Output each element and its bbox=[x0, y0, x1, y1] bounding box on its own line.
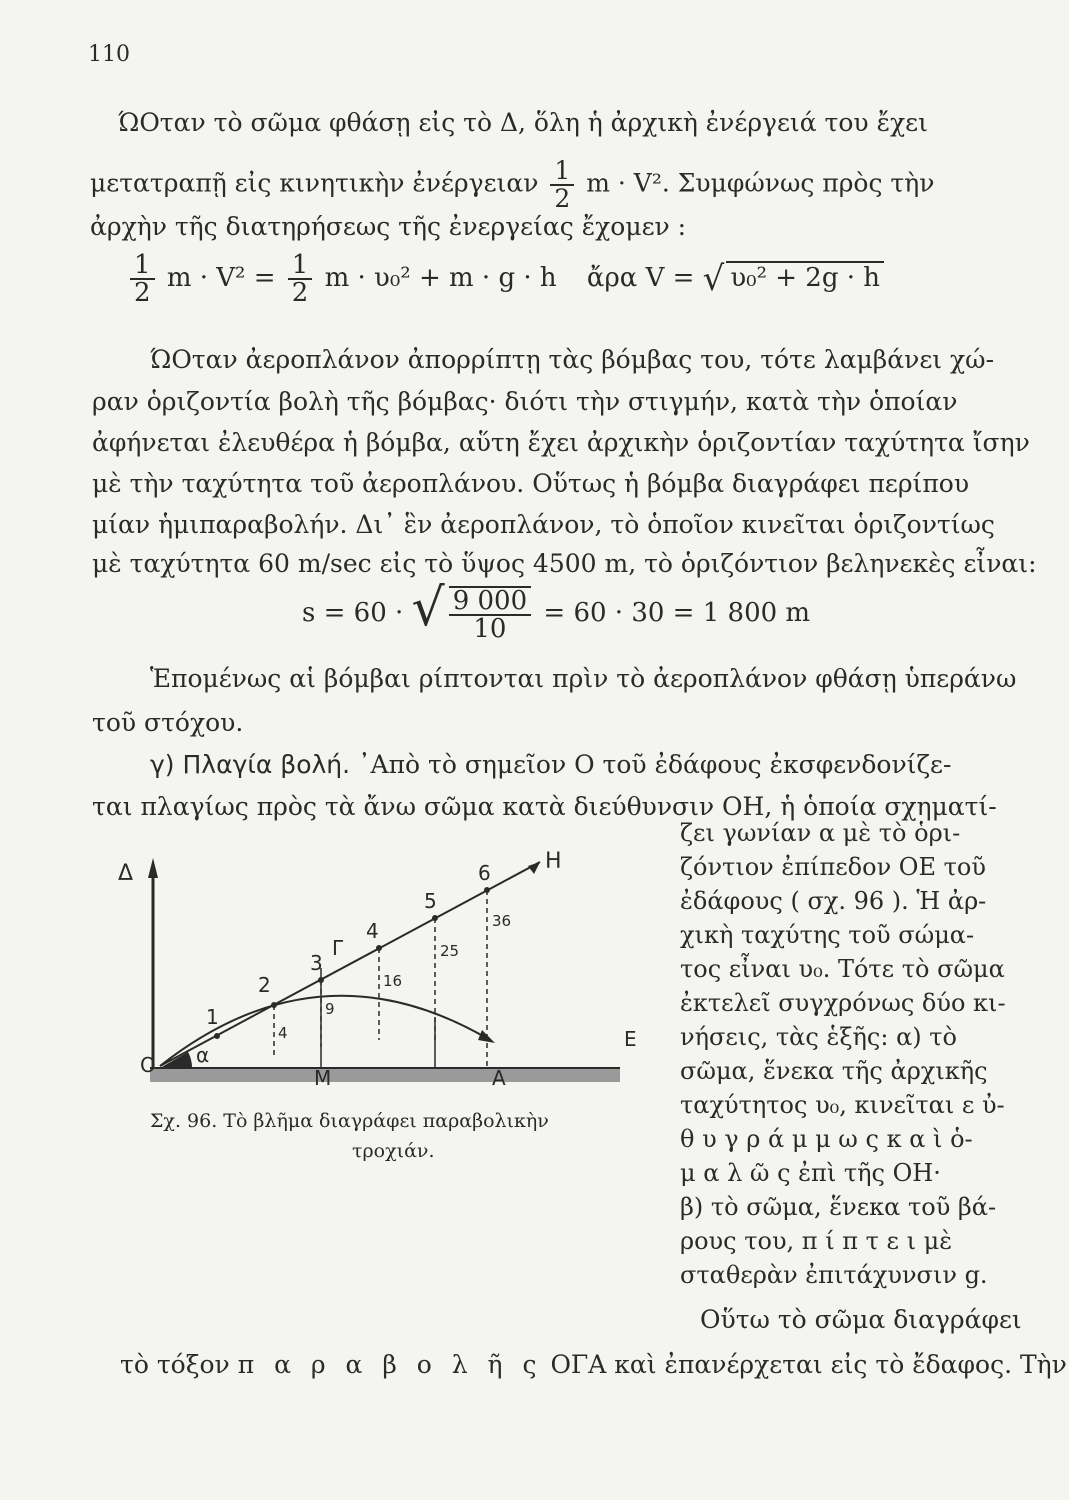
delta-label: Δ bbox=[118, 861, 134, 886]
point-6: 6 bbox=[478, 861, 491, 885]
point-3: 3 bbox=[310, 951, 323, 975]
point-5: 5 bbox=[424, 889, 437, 913]
col-line-9: ταχύτητος υ₀, κινεῖται ε ὐ- bbox=[680, 1091, 1005, 1119]
col-line-3: ἐδάφους ( σχ. 96 ). Ἡ ἀρ- bbox=[680, 887, 987, 915]
col-line-11: μ α λ ῶ ς ἐπὶ τῆς ΟΗ· bbox=[680, 1159, 941, 1187]
col-line-14: σταθερὰν ἐπιτάχυνσιν g. bbox=[680, 1261, 988, 1289]
svg-text:α: α bbox=[196, 1043, 210, 1067]
figure-caption-line2: τροχιάν. bbox=[352, 1140, 435, 1162]
para2-line6: μὲ ταχύτητα 60 m/sec εἰς τὸ ὕψος 4500 m, τὸ ὁριζόντιον βεληνεκὲς εἶναι: bbox=[92, 549, 1037, 578]
a-label: A bbox=[492, 1066, 506, 1090]
col-line-2: ζόντιον ἐπίπεδον ΟΕ τοῦ bbox=[680, 853, 986, 881]
para3-line1: Ἑπομένως αἱ βόμβαι ρίπτονται πρὶν τὸ ἀεροπλάνον φθάσῃ ὑπεράνω bbox=[150, 664, 1017, 693]
kinetic-fraction: $\frac{1}{2}$ bbox=[550, 158, 574, 212]
point-2: 2 bbox=[258, 973, 271, 997]
range-formula: s = 60 · √ $\frac{9 000}{10}$ = 60 · 30 = 1 800 m bbox=[302, 578, 811, 644]
gamma-label: Γ bbox=[332, 936, 344, 960]
para2-line1: ΏΟταν ἀεροπλάνον ἀπορρίπτῃ τὰς βόμβας του, τότε λαμβάνει χώ- bbox=[150, 345, 995, 374]
e-label: E bbox=[624, 1027, 637, 1051]
distance-36: 36 bbox=[492, 912, 512, 930]
para2-line4: μὲ τὴν ταχύτητα τοῦ ἀεροπλάνου. Οὕτως ἡ βόμβα διαγράφει περίπου bbox=[92, 469, 970, 498]
para1-line2: μετατραπῇ εἰς κινητικὴν ἐνέργειαν $\frac{1}{2}$ m · V². Συμφώνως πρὸς τὴν bbox=[90, 156, 935, 213]
page-number: 110 bbox=[88, 42, 130, 67]
point-4: 4 bbox=[366, 919, 379, 943]
para3-line2: τοῦ στόχου. bbox=[92, 708, 244, 737]
last-line-2: τὸ τόξον π α ρ α β ο λ ῆ ς ΟΓΑ καὶ ἐπανέρχεται εἰς τὸ ἔδαφος. Τὴν bbox=[120, 1350, 1067, 1379]
para1-line3: ἀρχὴν τῆς διατηρήσεως τῆς ἐνεργείας ἔχομεν : bbox=[90, 212, 687, 241]
col-line-7: νήσεις, τὰς ἑξῆς: α) τὸ bbox=[680, 1023, 958, 1051]
col-line-8: σῶμα, ἕνεκα τῆς ἀρχικῆς bbox=[680, 1057, 988, 1085]
distance-9: 9 bbox=[325, 1000, 335, 1018]
section-heading: γ) Πλαγία βολή. bbox=[150, 750, 351, 779]
para2-line3: ἀφήνεται ἐλευθέρα ἡ βόμβα, αὕτη ἔχει ἀρχικὴν ὁριζοντίαν ταχύτητα ἴσην bbox=[92, 428, 1030, 457]
point-1: 1 bbox=[206, 1005, 219, 1029]
energy-formula: $\frac{1}{2}$ m · V² = $\frac{1}{2}$ m · υ₀² + m · g · h ἄρα V = √ υ₀² + 2g · h bbox=[126, 252, 884, 306]
last-line-1: Οὕτω τὸ σῶμα διαγράφει bbox=[700, 1305, 1022, 1334]
col-line-6: ἐκτελεῖ συγχρόνως δύο κι- bbox=[680, 989, 1006, 1017]
para2-line5: μίαν ἡμιπαραβολήν. Δι᾽ ἓν ἀεροπλάνον, τὸ ὁποῖον κινεῖται ὁριζοντίως bbox=[92, 510, 995, 539]
col-line-13: ρους του, π ί π τ ε ι μὲ bbox=[680, 1227, 953, 1255]
projectile-figure bbox=[110, 840, 670, 1110]
o-label: O bbox=[140, 1053, 156, 1077]
col-line-4: χικὴ ταχύτης τοῦ σώμα- bbox=[680, 921, 975, 949]
section-line2: ται πλαγίως πρὸς τὰ ἄνω σῶμα κατὰ διεύθυνσιν ΟΗ, ἡ ὁποία σχηματί- bbox=[92, 792, 997, 821]
col-line-5: τος εἶναι υ₀. Τότε τὸ σῶμα bbox=[680, 955, 1005, 983]
col-line-12: β) τὸ σῶμα, ἕνεκα τοῦ βά- bbox=[680, 1193, 997, 1221]
distance-16: 16 bbox=[383, 972, 403, 990]
section-line1: γ) Πλαγία βολή. ᾿Απὸ τὸ σημεῖον Ο τοῦ ἐδάφους ἐκσφενδονίζε- bbox=[150, 750, 952, 779]
distance-4: 4 bbox=[278, 1024, 288, 1042]
para1-line1: ΏΟταν τὸ σῶμα φθάσῃ εἰς τὸ Δ, ὅλη ἡ ἀρχικὴ ἐνέργειά του ἔχει bbox=[118, 108, 928, 137]
ground bbox=[150, 1068, 620, 1082]
figure-caption-line1: Σχ. 96. Τὸ βλῆμα διαγράφει παραβολικὴν bbox=[150, 1110, 549, 1132]
h-label: Η bbox=[545, 849, 562, 874]
col-line-10: θ υ γ ρ ά μ μ ω ς κ α ὶ ὁ- bbox=[680, 1125, 973, 1153]
col-line-1: ζει γωνίαν α μὲ τὸ ὁρι- bbox=[680, 819, 961, 847]
m-label: M bbox=[314, 1066, 332, 1090]
para2-line2: ραν ὁριζοντία βολὴ τῆς βόμβας· διότι τὴν στιγμήν, κατὰ τὴν ὁποίαν bbox=[92, 387, 958, 416]
distance-25: 25 bbox=[440, 942, 460, 960]
